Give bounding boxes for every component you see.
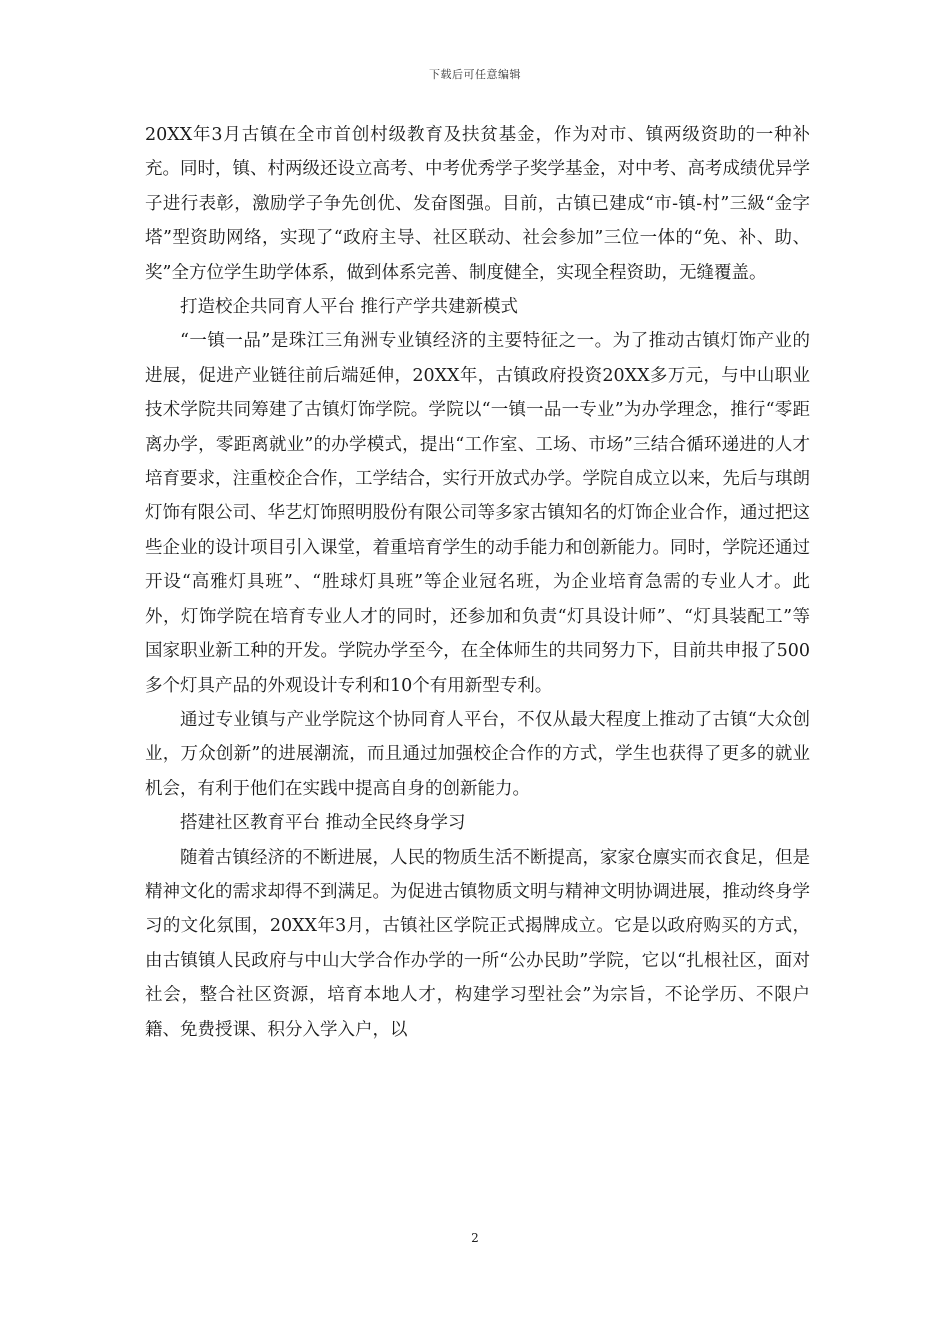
page-number: 2 bbox=[471, 1231, 479, 1245]
paragraph-collaborative-platform: 通过专业镇与产业学院这个协同育人平台，不仅从最大程度上推动了古镇“大众创业，万众创新”的进展潮流，而且通过加强校企合作的方式，学生也获得了更多的就业机会，有利于他们在实践中提高自身的创新能力。 bbox=[145, 709, 810, 799]
paragraph-funding-network: 20XX年3月古镇在全市首创村级教育及扶贫基金，作为对市、镇两级资助的一种补充。同时，镇、村两级还设立高考、中考优秀学子奖学基金，对中考、高考成绩优异学子进行表彰，激励学子争先创优、发奋图强。目前，古镇已建成“市-镇-村”三級“金字塔”型资助网络，实现了“政府主导、社区联动、社会参加”三位一体的“免、补、助、奖”全方位学生助学体系，做到体系完善、制度健全，实现全程资助，无缝覆盖。 bbox=[145, 125, 810, 283]
section-heading-school-enterprise: 打造校企共同育人平台 推行产学共建新模式 bbox=[180, 297, 519, 318]
page-header: 下载后可任意编辑 bbox=[429, 68, 521, 81]
section-heading-community-education: 搭建社区教育平台 推动全民终身学习 bbox=[180, 813, 466, 834]
paragraph-lighting-college: “一镇一品”是珠江三角洲专业镇经济的主要特征之一。为了推动古镇灯饰产业的进展，促进产业链往前后端延伸，20XX年，古镇政府投资20XX多万元，与中山职业技术学院共同筹建了古镇灯饰学院。学院以“一镇一品一专业”为办学理念，推行“零距离办学，零距离就业”的办学模式，提出“工作室、工场、市场”三结合循环递进的人才培育要求，注重校企合作，工学结合，实行开放式办学。学院自成立以来，先后与琪朗灯饰有限公司、华艺灯饰照明股份有限公司等多家古镇知名的灯饰企业合作，通过把这些企业的设计项目引入课堂，着重培育学生的动手能力和创新能力。同时，学院还通过开设“高雅灯具班”、“胜球灯具班”等企业冠名班，为企业培育急需的专业人才。此外，灯饰学院在培育专业人才的同时，还参加和负责“灯具设计师”、“灯具装配工”等国家职业新工种的开发。学院办学至今，在全体师生的共同努力下，目前共申报了500多个灯具产品的外观设计专利和10个有用新型专利。 bbox=[145, 331, 810, 696]
paragraph-community-college: 随着古镇经济的不断进展，人民的物质生活不断提高，家家仓廪实而衣食足，但是精神文化的需求却得不到满足。为促进古镇物质文明与精神文明协调进展，推动终身学习的文化氛围，20XX年3月，古镇社区学院正式揭牌成立。它是以政府购买的方式，由古镇镇人民政府与中山大学合作办学的一所“公办民助”学院，它以“扎根社区，面对社会，整合社区资源，培育本地人才，构建学习型社会”为宗旨，不论学历、不限户籍、免费授课、积分入学入户，以 bbox=[145, 847, 810, 1040]
document-body bbox=[145, 118, 810, 1047]
